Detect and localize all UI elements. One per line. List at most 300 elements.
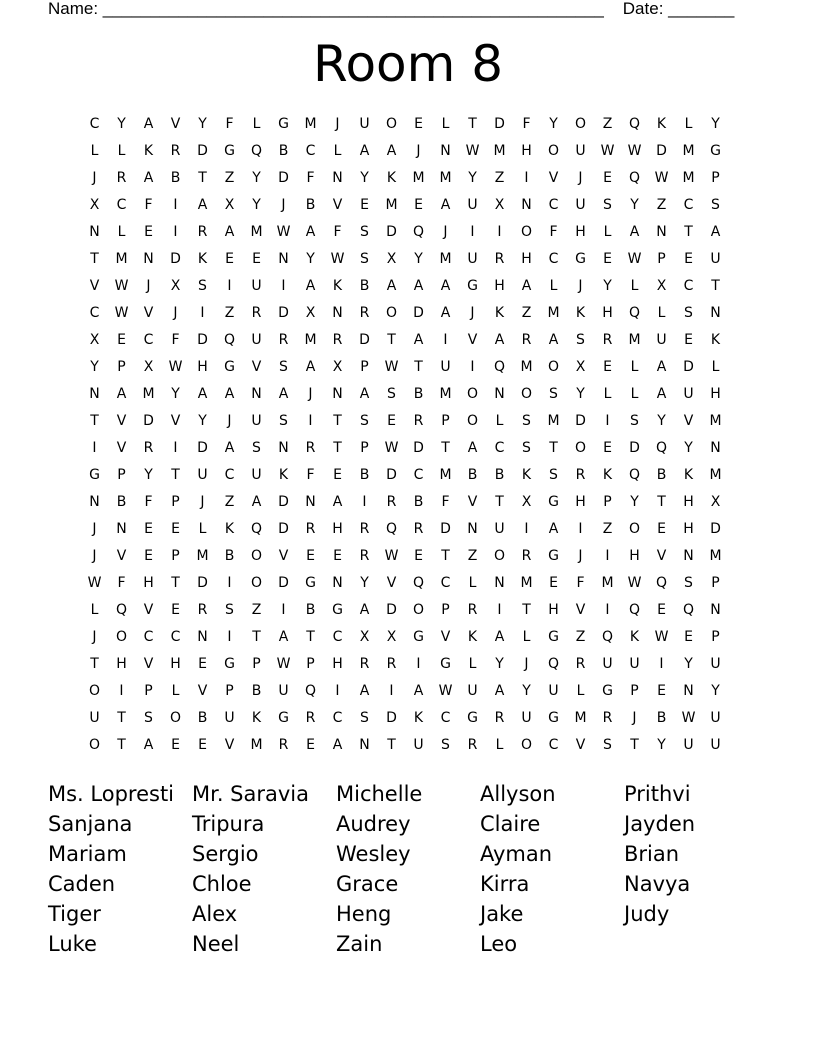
grid-cell: C	[332, 629, 343, 645]
word-list-item: Judy	[624, 902, 670, 926]
grid-cell: N	[332, 305, 343, 321]
grid-cell: T	[90, 251, 99, 267]
grid-cell: D	[143, 413, 154, 429]
grid-cell: N	[143, 251, 154, 267]
grid-cell: M	[439, 170, 452, 186]
grid-cell: G	[548, 494, 559, 510]
grid-cell: W	[627, 143, 642, 159]
grid-cell: A	[278, 386, 289, 402]
grid-row	[81, 732, 729, 759]
grid-cell: K	[494, 305, 505, 321]
grid-cell: K	[683, 467, 694, 483]
grid-cell: N	[683, 548, 694, 564]
grid-cell: L	[603, 386, 612, 402]
grid-cell: P	[306, 656, 315, 672]
grid-cell: P	[711, 575, 720, 591]
word-list-item: Ms. Lopresti	[48, 782, 175, 806]
grid-cell: P	[144, 683, 153, 699]
grid-cell: I	[524, 521, 529, 537]
grid-cell: Q	[493, 359, 506, 375]
grid-cell: I	[605, 548, 610, 564]
grid-cell: E	[333, 548, 342, 564]
grid-cell: K	[629, 629, 640, 645]
word-list-item: Tiger	[48, 902, 101, 926]
grid-cell: E	[144, 521, 153, 537]
grid-cell: G	[548, 710, 559, 726]
grid-cell: H	[575, 224, 586, 240]
grid-cell: N	[656, 224, 667, 240]
grid-cell: R	[494, 251, 505, 267]
grid-cell: I	[173, 197, 178, 213]
grid-row	[81, 516, 729, 543]
word-list-item: Leo	[480, 932, 518, 956]
grid-cell: K	[413, 710, 424, 726]
grid-cell: A	[278, 629, 289, 645]
grid-cell: A	[467, 440, 478, 456]
grid-cell: O	[250, 575, 263, 591]
grid-cell: L	[441, 116, 450, 132]
grid-cell: H	[170, 656, 181, 672]
grid-cell: R	[386, 494, 397, 510]
word-list-item: Ayman	[480, 842, 553, 866]
grid-cell: N	[305, 494, 316, 510]
grid-row	[81, 354, 729, 381]
grid-cell: W	[654, 170, 669, 186]
grid-cell: J	[92, 629, 97, 645]
grid-cell: B	[251, 683, 262, 699]
grid-cell: R	[413, 521, 424, 537]
word-list-item: Jake	[480, 902, 524, 926]
grid-cell: O	[628, 521, 641, 537]
grid-cell: J	[308, 386, 313, 402]
grid-cell: J	[578, 548, 583, 564]
grid-cell: O	[466, 413, 479, 429]
grid-cell: Y	[306, 251, 315, 267]
grid-cell: M	[628, 332, 641, 348]
grid-cell: V	[575, 602, 586, 618]
grid-cell: S	[252, 440, 261, 456]
grid-cell: X	[656, 278, 667, 294]
grid-cell: S	[279, 413, 288, 429]
grid-cell: O	[547, 143, 560, 159]
grid-cell: Q	[250, 143, 263, 159]
grid-cell: H	[575, 494, 586, 510]
grid-cell: T	[549, 440, 558, 456]
grid-cell: U	[467, 197, 478, 213]
grid-cell: R	[278, 737, 289, 753]
grid-cell: O	[88, 737, 101, 753]
grid-row	[81, 327, 729, 354]
grid-cell: T	[198, 170, 207, 186]
grid-cell: A	[413, 683, 424, 699]
grid-cell: V	[89, 278, 100, 294]
grid-cell: G	[548, 548, 559, 564]
grid-cell: V	[440, 629, 451, 645]
grid-row	[81, 300, 729, 327]
grid-cell: D	[278, 494, 289, 510]
grid-cell: U	[710, 251, 721, 267]
grid-cell: V	[683, 413, 694, 429]
grid-cell: F	[306, 170, 315, 186]
grid-cell: V	[116, 413, 127, 429]
grid-cell: T	[90, 656, 99, 672]
grid-cell: U	[575, 197, 586, 213]
grid-cell: E	[414, 197, 423, 213]
word-list-item: Chloe	[192, 872, 252, 896]
grid-cell: U	[548, 683, 559, 699]
grid-cell: I	[200, 305, 205, 321]
grid-cell: K	[197, 251, 208, 267]
grid-cell: R	[197, 224, 208, 240]
grid-cell: N	[494, 575, 505, 591]
grid-cell: Z	[602, 521, 613, 537]
grid-cell: E	[414, 116, 423, 132]
grid-cell: H	[602, 305, 613, 321]
grid-cell: X	[521, 494, 532, 510]
grid-cell: W	[87, 575, 102, 591]
grid-cell: L	[657, 305, 666, 321]
grid-cell: J	[173, 305, 178, 321]
word-list-item: Neel	[192, 932, 240, 956]
grid-cell: N	[359, 737, 370, 753]
grid-cell: E	[657, 521, 666, 537]
grid-cell: H	[683, 521, 694, 537]
grid-cell: U	[224, 710, 235, 726]
grid-cell: H	[332, 656, 343, 672]
grid-cell: O	[547, 359, 560, 375]
grid-cell: F	[306, 467, 315, 483]
grid-cell: U	[683, 386, 694, 402]
grid-cell: J	[524, 656, 529, 672]
grid-cell: P	[630, 683, 639, 699]
grid-cell: N	[89, 494, 100, 510]
grid-cell: S	[225, 602, 234, 618]
grid-cell: M	[439, 386, 452, 402]
grid-cell: T	[441, 548, 450, 564]
grid-cell: H	[116, 656, 127, 672]
grid-cell: Y	[117, 116, 126, 132]
grid-cell: K	[521, 467, 532, 483]
word-list-item: Claire	[480, 812, 541, 836]
grid-cell: S	[522, 440, 531, 456]
grid-cell: E	[117, 332, 126, 348]
grid-cell: E	[225, 251, 234, 267]
word-list-item: Jayden	[624, 812, 696, 836]
grid-cell: I	[497, 224, 502, 240]
grid-cell: C	[89, 116, 100, 132]
grid-cell: C	[224, 467, 235, 483]
grid-cell: Z	[224, 170, 235, 186]
grid-cell: L	[684, 116, 693, 132]
grid-cell: N	[251, 386, 262, 402]
grid-cell: B	[224, 548, 235, 564]
grid-cell: G	[278, 116, 289, 132]
grid-cell: I	[281, 602, 286, 618]
grid-cell: E	[657, 683, 666, 699]
grid-cell: Y	[90, 359, 99, 375]
grid-cell: V	[170, 413, 181, 429]
grid-cell: D	[386, 602, 397, 618]
grid-cell: O	[520, 737, 533, 753]
grid-cell: A	[629, 224, 640, 240]
grid-cell: A	[116, 386, 127, 402]
grid-cell: N	[521, 197, 532, 213]
grid-cell: J	[227, 413, 232, 429]
grid-cell: X	[89, 197, 100, 213]
grid-cell: G	[224, 656, 235, 672]
grid-cell: V	[170, 116, 181, 132]
grid-cell: N	[494, 386, 505, 402]
grid-cell: B	[278, 143, 289, 159]
word-list-item: Zain	[336, 932, 383, 956]
grid-cell: M	[574, 710, 587, 726]
grid-cell: N	[278, 251, 289, 267]
name-date-line: Name: _____________________________________________________ Date: _______	[48, 0, 735, 18]
grid-cell: E	[144, 548, 153, 564]
grid-cell: A	[305, 278, 316, 294]
grid-cell: L	[549, 278, 558, 294]
grid-cell: O	[574, 116, 587, 132]
grid-cell: B	[494, 467, 505, 483]
grid-cell: T	[117, 737, 126, 753]
grid-cell: D	[386, 224, 397, 240]
grid-cell: M	[439, 251, 452, 267]
grid-cell: U	[251, 332, 262, 348]
grid-cell: A	[440, 305, 451, 321]
grid-cell: R	[170, 143, 181, 159]
grid-cell: N	[332, 575, 343, 591]
grid-cell: W	[114, 305, 129, 321]
grid-cell: Z	[224, 305, 235, 321]
grid-cell: N	[197, 629, 208, 645]
grid-cell: C	[89, 305, 100, 321]
grid-cell: L	[252, 116, 261, 132]
grid-cell: C	[170, 629, 181, 645]
grid-cell: X	[224, 197, 235, 213]
grid-cell: N	[89, 386, 100, 402]
grid-cell: M	[547, 413, 560, 429]
grid-cell: R	[359, 521, 370, 537]
grid-cell: Y	[198, 116, 207, 132]
grid-cell: O	[115, 629, 128, 645]
grid-cell: T	[684, 224, 693, 240]
grid-row	[81, 543, 729, 570]
grid-cell: Z	[224, 494, 235, 510]
grid-cell: Y	[711, 683, 720, 699]
grid-cell: M	[412, 170, 425, 186]
grid-cell: O	[169, 710, 182, 726]
grid-cell: I	[470, 224, 475, 240]
grid-cell: C	[305, 143, 316, 159]
grid-cell: V	[656, 548, 667, 564]
grid-cell: D	[278, 170, 289, 186]
grid-cell: U	[656, 332, 667, 348]
grid-cell: E	[387, 413, 396, 429]
grid-cell: V	[116, 548, 127, 564]
grid-cell: R	[575, 467, 586, 483]
grid-cell: A	[413, 332, 424, 348]
grid-cell: J	[146, 278, 151, 294]
grid-row	[81, 597, 729, 624]
grid-cell: U	[251, 467, 262, 483]
grid-cell: A	[359, 143, 370, 159]
grid-cell: K	[602, 467, 613, 483]
grid-cell: Q	[655, 440, 668, 456]
grid-cell: E	[684, 332, 693, 348]
grid-cell: L	[117, 143, 126, 159]
grid-cell: M	[439, 467, 452, 483]
grid-cell: N	[332, 386, 343, 402]
grid-cell: D	[413, 440, 424, 456]
grid-cell: Y	[684, 656, 693, 672]
grid-cell: G	[467, 278, 478, 294]
grid-cell: T	[468, 116, 477, 132]
grid-row	[81, 624, 729, 651]
grid-cell: N	[89, 224, 100, 240]
grid-cell: U	[521, 710, 532, 726]
grid-cell: V	[197, 683, 208, 699]
grid-cell: P	[117, 359, 126, 375]
grid-cell: I	[227, 575, 232, 591]
grid-cell: O	[88, 683, 101, 699]
grid-cell: C	[332, 710, 343, 726]
grid-cell: S	[603, 197, 612, 213]
grid-cell: A	[332, 494, 343, 510]
grid-cell: A	[224, 386, 235, 402]
grid-cell: R	[251, 305, 262, 321]
grid-cell: A	[359, 683, 370, 699]
grid-cell: Q	[628, 116, 641, 132]
grid-cell: X	[386, 629, 397, 645]
grid-cell: V	[278, 548, 289, 564]
grid-cell: M	[682, 143, 695, 159]
grid-cell: N	[683, 683, 694, 699]
grid-cell: U	[629, 656, 640, 672]
grid-cell: E	[333, 467, 342, 483]
grid-cell: Q	[655, 575, 668, 591]
grid-cell: W	[276, 656, 291, 672]
grid-cell: T	[414, 359, 423, 375]
grid-cell: G	[224, 143, 235, 159]
grid-cell: G	[278, 710, 289, 726]
grid-cell: N	[116, 521, 127, 537]
grid-cell: Q	[628, 467, 641, 483]
grid-cell: P	[171, 494, 180, 510]
grid-cell: S	[684, 575, 693, 591]
grid-cell: I	[524, 170, 529, 186]
grid-cell: R	[305, 521, 316, 537]
word-list-item: Grace	[336, 872, 399, 896]
grid-cell: F	[576, 575, 585, 591]
grid-cell: V	[251, 359, 262, 375]
grid-cell: S	[360, 251, 369, 267]
grid-cell: P	[657, 251, 666, 267]
grid-cell: Y	[198, 413, 207, 429]
grid-cell: V	[116, 440, 127, 456]
word-list-item: Allyson	[480, 782, 556, 806]
grid-cell: A	[413, 278, 424, 294]
grid-cell: W	[654, 629, 669, 645]
grid-cell: G	[602, 683, 613, 699]
grid-cell: X	[386, 251, 397, 267]
page-title: Room 8	[312, 35, 504, 93]
grid-cell: T	[387, 332, 396, 348]
grid-cell: S	[144, 710, 153, 726]
grid-cell: Y	[549, 116, 558, 132]
grid-cell: M	[250, 737, 263, 753]
grid-cell: O	[574, 440, 587, 456]
grid-cell: Y	[684, 440, 693, 456]
grid-cell: Z	[602, 116, 613, 132]
grid-cell: L	[630, 386, 639, 402]
grid-cell: Y	[252, 170, 261, 186]
grid-cell: O	[385, 305, 398, 321]
grid-cell: D	[386, 467, 397, 483]
grid-cell: G	[440, 656, 451, 672]
grid-cell: N	[710, 305, 721, 321]
grid-cell: V	[143, 656, 154, 672]
grid-cell: X	[143, 359, 154, 375]
grid-cell: W	[681, 710, 696, 726]
grid-cell: B	[305, 602, 316, 618]
grid-cell: T	[333, 413, 342, 429]
grid-cell: X	[575, 359, 586, 375]
grid-cell: S	[522, 413, 531, 429]
grid-cell: N	[710, 440, 721, 456]
word-list-item: Wesley	[336, 842, 411, 866]
grid-cell: U	[467, 683, 478, 699]
grid-cell: U	[251, 413, 262, 429]
grid-cell: R	[305, 710, 316, 726]
grid-cell: E	[171, 521, 180, 537]
grid-cell: J	[443, 224, 448, 240]
grid-cell: P	[603, 494, 612, 510]
grid-cell: Q	[250, 521, 263, 537]
grid-cell: E	[171, 602, 180, 618]
grid-cell: U	[440, 359, 451, 375]
word-list-item: Navya	[624, 872, 691, 896]
grid-cell: C	[548, 251, 559, 267]
grid-cell: T	[171, 575, 180, 591]
grid-cell: A	[710, 224, 721, 240]
grid-cell: H	[143, 575, 154, 591]
grid-cell: D	[197, 575, 208, 591]
grid-cell: R	[278, 332, 289, 348]
grid-cell: Z	[575, 629, 586, 645]
grid-cell: Q	[628, 305, 641, 321]
grid-cell: E	[252, 251, 261, 267]
grid-cell: I	[389, 683, 394, 699]
grid-cell: P	[711, 629, 720, 645]
grid-cell: I	[92, 440, 97, 456]
grid-cell: S	[279, 359, 288, 375]
grid-cell: R	[467, 602, 478, 618]
grid-cell: A	[305, 224, 316, 240]
grid-cell: B	[116, 494, 127, 510]
grid-cell: R	[467, 737, 478, 753]
grid-cell: Y	[495, 656, 504, 672]
grid-cell: A	[332, 737, 343, 753]
grid-cell: V	[467, 494, 478, 510]
grid-cell: I	[605, 413, 610, 429]
grid-cell: T	[90, 413, 99, 429]
grid-cell: F	[225, 116, 234, 132]
grid-cell: N	[332, 170, 343, 186]
grid-cell: M	[682, 170, 695, 186]
grid-cell: A	[197, 386, 208, 402]
grid-cell: R	[143, 440, 154, 456]
grid-cell: Q	[385, 521, 398, 537]
